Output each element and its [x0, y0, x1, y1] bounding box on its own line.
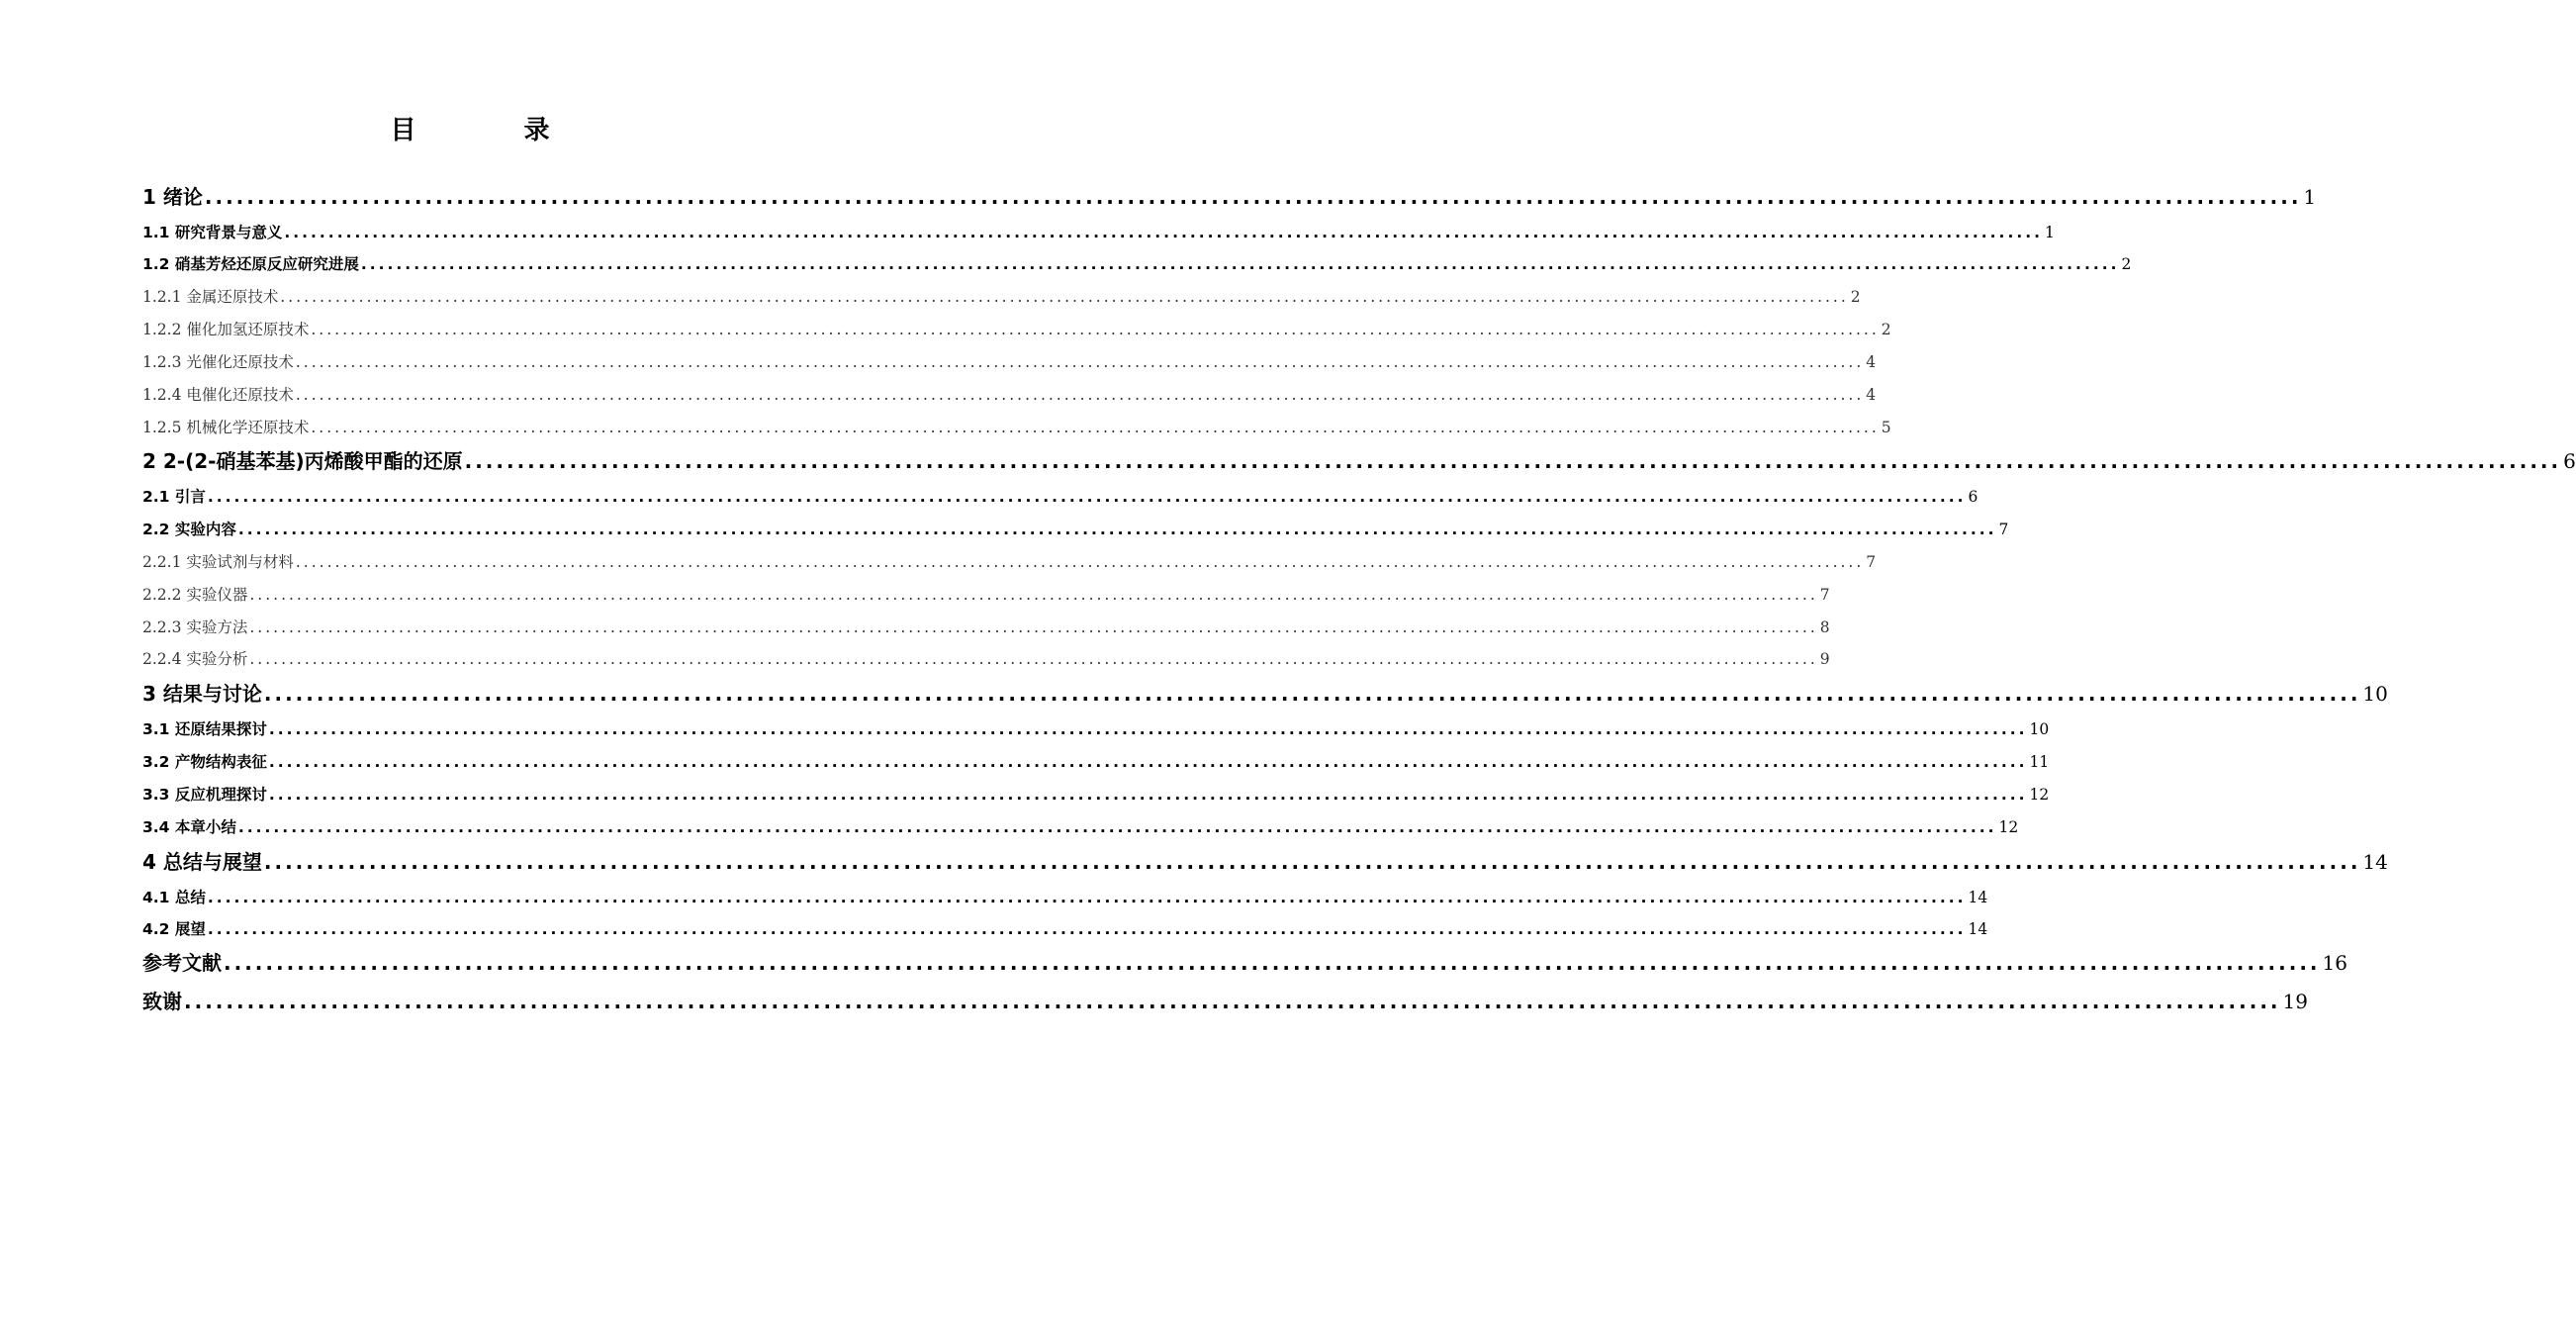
dot-leader: ........................................................................................................................................................................................................ [263, 850, 2361, 874]
toc-entry[interactable] [142, 182, 2317, 212]
dot-leader: ........................................................................................................................................................................................................ [184, 990, 2281, 1013]
toc-entry[interactable] [142, 886, 1988, 909]
toc-entry[interactable] [142, 446, 2576, 476]
toc-entry-title: 3.2 产物结构表征 [142, 753, 267, 771]
toc-entry-page: 7 [1998, 521, 2009, 538]
dot-leader: ........................................................................................................................................................................................................ [249, 650, 1818, 668]
dot-leader: ........................................................................................................................................................................................................ [268, 720, 2028, 738]
toc-entry-page: 6 [1968, 488, 1978, 506]
toc-entry-page: 14 [1968, 889, 1988, 906]
toc-entry[interactable] [142, 318, 1891, 341]
toc-entry[interactable] [142, 647, 1830, 671]
dot-leader: ........................................................................................................................................................................................................ [263, 682, 2361, 706]
toc-entry-page: 5 [1881, 419, 1891, 436]
toc-entry-page: 10 [2362, 682, 2388, 706]
dot-leader: ........................................................................................................................................................................................................ [295, 353, 1865, 371]
dot-leader: ........................................................................................................................................................................................................ [311, 419, 1880, 436]
toc-entry-title: 4.1 总结 [142, 889, 206, 906]
toc-entry-page: 9 [1819, 650, 1830, 668]
toc-entry[interactable] [142, 917, 1988, 941]
toc-entry[interactable] [142, 583, 1830, 607]
toc-entry-page: 1 [2303, 185, 2317, 209]
toc-entry-title: 1.2.3 光催化还原技术 [142, 353, 294, 371]
dot-leader: ........................................................................................................................................................................................................ [237, 521, 1997, 538]
page-title: 目 录 [390, 116, 599, 145]
toc-entry-title: 致谢 [142, 990, 182, 1013]
toc-entry-page: 12 [2029, 786, 2050, 804]
dot-leader: ........................................................................................................................................................................................................ [280, 288, 1849, 306]
toc-entry-title: 2.2 实验内容 [142, 521, 236, 538]
dot-leader: ........................................................................................................................................................................................................ [268, 786, 2028, 804]
dot-leader: ........................................................................................................................................................................................................ [237, 818, 1997, 836]
toc-entry[interactable] [142, 518, 2009, 541]
toc-entry-title: 2.2.4 实验分析 [142, 650, 248, 668]
dot-leader: ........................................................................................................................................................................................................ [207, 920, 1967, 938]
toc-entry-page: 8 [1819, 618, 1830, 636]
toc-entry-page: 7 [1819, 586, 1830, 604]
toc-entry-title: 4.2 展望 [142, 920, 206, 938]
toc-entry[interactable] [142, 416, 1891, 439]
dot-leader: ........................................................................................................................................................................................................ [360, 255, 2120, 273]
toc-entry-title: 1.2.1 金属还原技术 [142, 288, 279, 306]
toc-entry-title: 1 绪论 [142, 185, 203, 209]
toc-entry-page: 4 [1866, 353, 1877, 371]
dot-leader: ........................................................................................................................................................................................................ [311, 321, 1880, 338]
toc-entry[interactable] [142, 252, 2132, 276]
toc-entry-page: 14 [1968, 920, 1988, 938]
dot-leader: ........................................................................................................................................................................................................ [284, 224, 2043, 241]
dot-leader: ........................................................................................................................................................................................................ [295, 386, 1865, 404]
toc-entry[interactable] [142, 285, 1861, 309]
dot-leader: ........................................................................................................................................................................................................ [249, 586, 1818, 604]
toc-entry-page: 2 [2121, 255, 2132, 273]
toc-entry[interactable] [142, 815, 2019, 839]
toc-entry-page: 14 [2362, 850, 2388, 874]
toc-entry-page: 19 [2282, 990, 2308, 1013]
toc-entry-title: 1.1 研究背景与意义 [142, 224, 283, 241]
toc-entry-title: 2.2.1 实验试剂与材料 [142, 553, 294, 571]
toc-entry[interactable] [142, 750, 2050, 774]
toc-entry-page: 10 [2029, 720, 2050, 738]
toc-entry-title: 4 总结与展望 [142, 850, 262, 874]
toc-entry[interactable] [142, 485, 1978, 509]
toc-entry-title: 2.2.3 实验方法 [142, 618, 248, 636]
toc-entry-page: 11 [2029, 753, 2050, 771]
toc-entry[interactable] [142, 987, 2308, 1016]
toc-entry[interactable] [142, 350, 1877, 374]
toc-entry[interactable] [142, 616, 1830, 639]
dot-leader: ........................................................................................................................................................................................................ [268, 753, 2028, 771]
toc-entry[interactable] [142, 679, 2388, 709]
dot-leader: ........................................................................................................................................................................................................ [464, 449, 2562, 473]
toc-entry-title: 1.2.5 机械化学还原技术 [142, 419, 310, 436]
toc-entry-title: 1.2.4 电催化还原技术 [142, 386, 294, 404]
toc-entry-title: 3.3 反应机理探讨 [142, 786, 267, 804]
toc-entry-page: 6 [2563, 449, 2576, 473]
dot-leader: ........................................................................................................................................................................................................ [295, 553, 1865, 571]
toc-entry-page: 2 [1850, 288, 1861, 306]
toc-entry-page: 1 [2045, 224, 2055, 241]
dot-leader: ........................................................................................................................................................................................................ [207, 889, 1967, 906]
toc-entry-title: 3.4 本章小结 [142, 818, 236, 836]
toc-entry-page: 16 [2322, 951, 2347, 975]
dot-leader: ........................................................................................................................................................................................................ [204, 185, 2302, 209]
toc-entry-page: 12 [1998, 818, 2019, 836]
toc-entry-title: 2.2.2 实验仪器 [142, 586, 248, 604]
toc-entry-page: 2 [1881, 321, 1891, 338]
toc-entry-page: 7 [1866, 553, 1877, 571]
toc-entry[interactable] [142, 717, 2050, 741]
toc-entry-title: 参考文献 [142, 951, 222, 975]
toc-entry[interactable] [142, 383, 1877, 407]
toc-entry[interactable] [142, 550, 1877, 574]
dot-leader: ........................................................................................................................................................................................................ [224, 951, 2321, 975]
toc-entry-title: 2.1 引言 [142, 488, 206, 506]
toc-entry-page: 4 [1866, 386, 1877, 404]
toc-entry[interactable] [142, 948, 2347, 978]
toc-entry[interactable] [142, 221, 2055, 244]
toc-entry-title: 3 结果与讨论 [142, 682, 262, 706]
toc-entry-title: 2 2-(2-硝基苯基)丙烯酸甲酯的还原 [142, 449, 463, 473]
dot-leader: ........................................................................................................................................................................................................ [249, 618, 1818, 636]
toc-entry-title: 1.2 硝基芳烃还原反应研究进展 [142, 255, 359, 273]
dot-leader: ........................................................................................................................................................................................................ [207, 488, 1967, 506]
toc-entry-title: 3.1 还原结果探讨 [142, 720, 267, 738]
toc-entry-title: 1.2.2 催化加氢还原技术 [142, 321, 310, 338]
toc-entry[interactable] [142, 783, 2050, 807]
toc-entry[interactable] [142, 847, 2388, 877]
